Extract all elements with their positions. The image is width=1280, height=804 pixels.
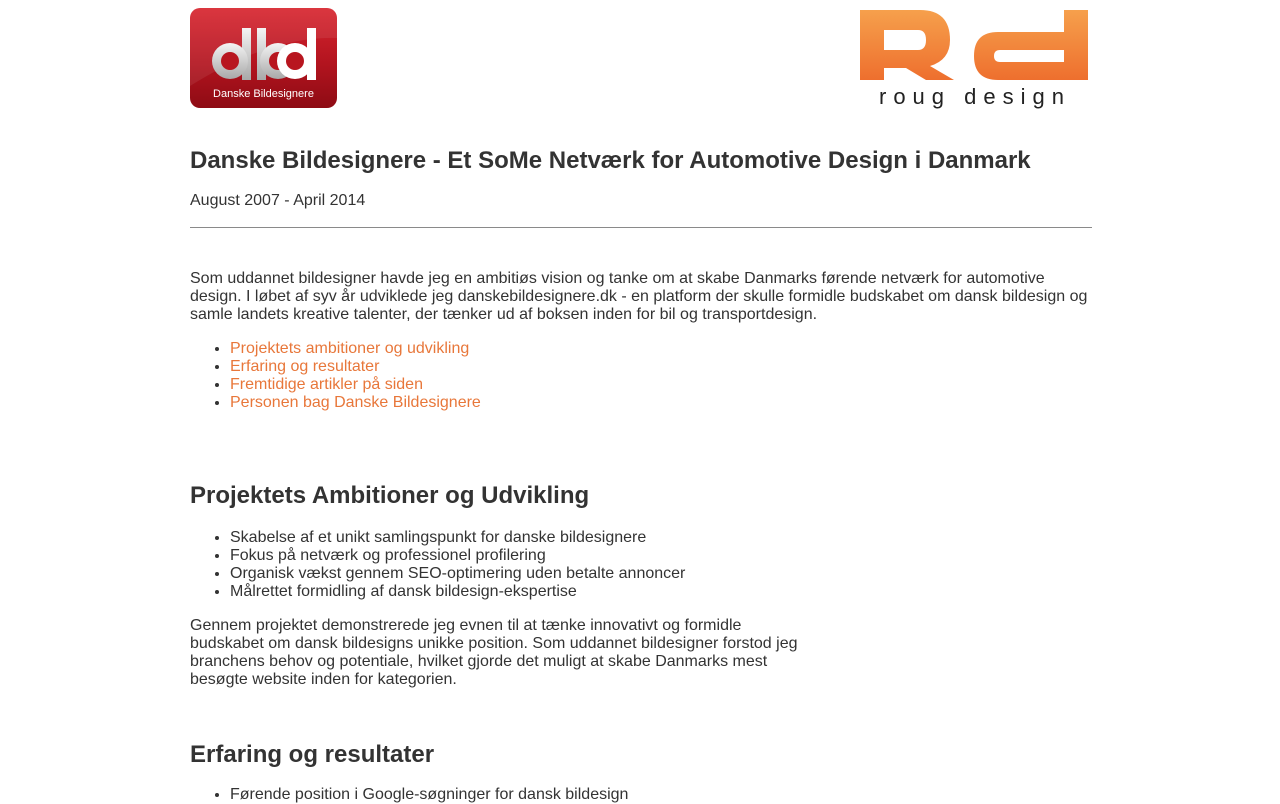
list-item: • Fokus på netværk og professionel profilering [230,547,685,565]
page-title: Danske Bildesignere - Et SoMe Netværk for Automotive Design i Danmark [190,147,1031,174]
page [190,0,1092,803]
table-of-contents [190,340,481,412]
toc-link-results[interactable]: Erfaring og resultater [230,358,380,375]
section-heading-results: Erfaring og resultater [190,741,435,768]
list-item: • Organisk vækst gennem SEO-optimering uden betalte annoncer [230,565,685,583]
logo-caption: Danske Bildesignere [213,88,314,100]
logo-subtitle: roug design [879,84,1071,109]
toc-item [230,340,481,358]
toc-item [230,394,481,412]
list-item: • Førende position i Google-søgninger for dansk bildesign [230,786,628,804]
toc-item [230,376,481,394]
results-list [190,786,628,804]
section-heading-ambitions: Projektets Ambitioner og Udvikling [190,482,590,509]
danske-bildesignere-logo[interactable] [190,8,337,108]
ambitions-list [190,529,685,601]
list-item: • Skabelse af et unikt samlingspunkt for danske bildesignere [230,529,685,547]
intro-paragraph: Som uddannet bildesigner havde jeg en ambitiøs vision og tanke om at skabe Danmarks førende netværk for automotive design. I løbet af syv år udviklede jeg danskebildesignere.dk - en platform der skulle formidle budskabet om dansk bildesign og samle landets kreative talenter, der tænker ud af boksen inden for bil og transportdesign. [190,270,1088,323]
project-dates: August 2007 - April 2014 [190,192,366,209]
ambitions-paragraph: Gennem projektet demonstrerede jeg evnen til at tænke innovativt og formidle budskabet om dansk bildesigns unikke position. Som uddannet bildesigner forstod jeg branchens behov og potentiale, hvilket gjorde det muligt at skabe Danmarks mest besøgte website inden for kategorien. [190,617,798,688]
divider [190,227,1092,228]
toc-link-ambitions[interactable]: Projektets ambitioner og udvikling [230,340,470,357]
roug-design-logo[interactable] [858,8,1092,108]
rd-logo-icon [858,8,1092,84]
toc-link-future-articles[interactable]: Fremtidige artikler på siden [230,376,423,393]
toc-item [230,358,481,376]
list-item: • Målrettet formidling af dansk bildesign-ekspertise [230,583,685,601]
header [190,0,1092,108]
toc-link-person[interactable]: Personen bag Danske Bildesignere [230,394,481,411]
